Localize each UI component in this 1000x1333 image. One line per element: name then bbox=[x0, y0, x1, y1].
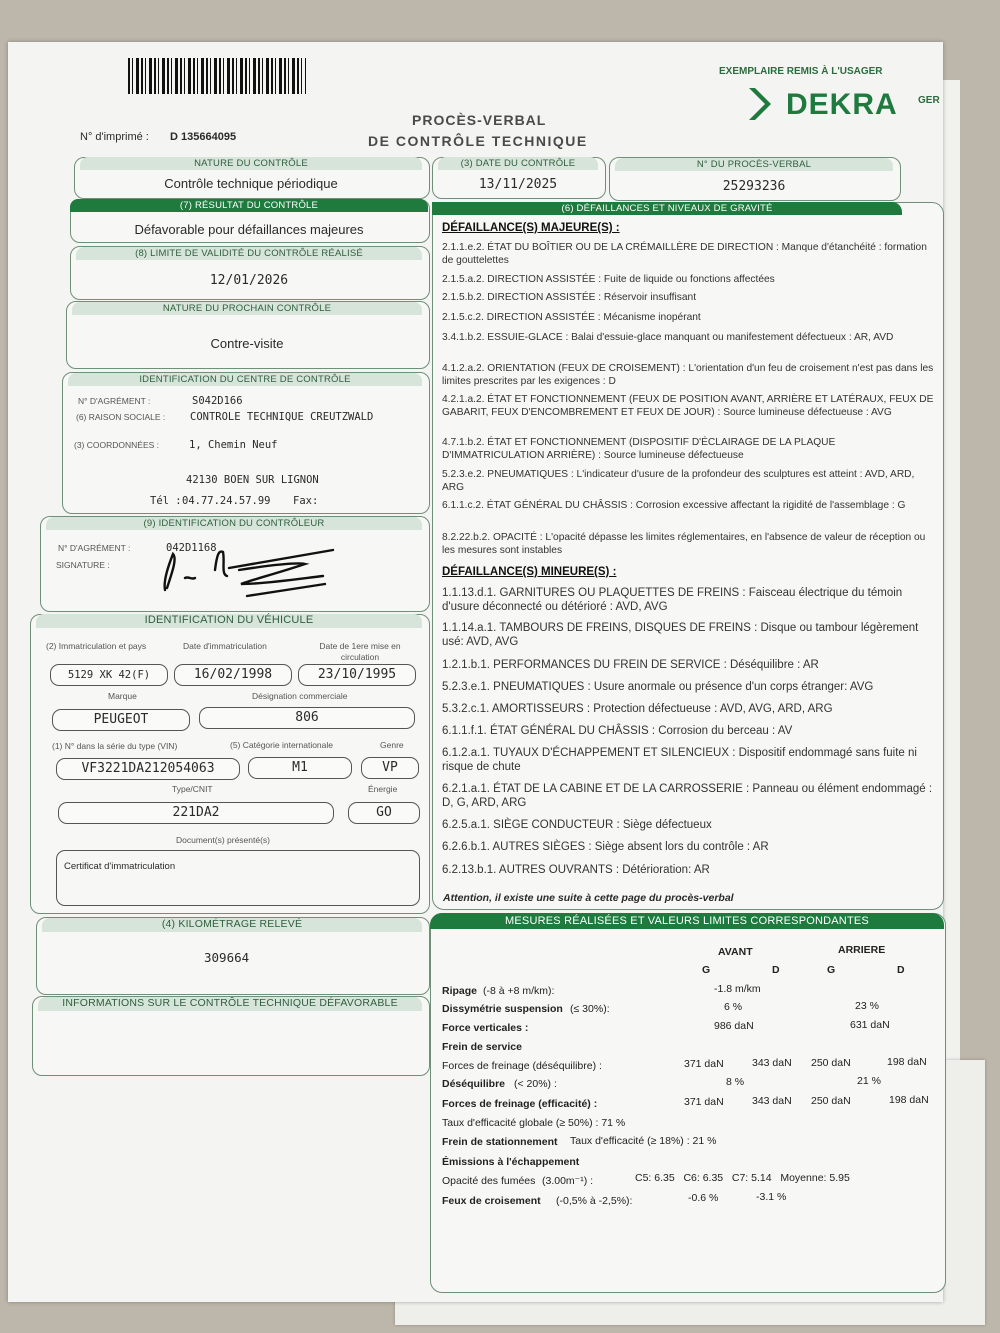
ripage-value: -1.8 m/km bbox=[714, 983, 761, 995]
force-label: Force verticales : bbox=[442, 1022, 529, 1034]
centre-fax-label: Fax: bbox=[293, 495, 319, 507]
deseq-limit: (< 20%) : bbox=[514, 1078, 557, 1090]
major-defect: 6.1.1.c.2. ÉTAT GÉNÉRAL DU CHÂSSIS : Corrosion excessive affectant la rigidité de l'assemblage : G bbox=[442, 500, 906, 511]
barcode-icon bbox=[128, 58, 306, 94]
major-defect: 2.1.1.e.2. ÉTAT DU BOÎTIER OU DE LA CRÉMAILLÈRE DE DIRECTION : Manque d'étanchéité : formation de gouttelettes bbox=[442, 242, 927, 266]
docs-value: Certificat d'immatriculation bbox=[64, 861, 176, 872]
arriere-label: ARRIERE bbox=[838, 944, 886, 956]
print-no-label: N° d'imprimé : bbox=[80, 131, 149, 143]
validity-header: (8) LIMITE DE VALIDITÉ DU CONTRÔLE RÉALISÉ bbox=[76, 247, 422, 260]
major-defect: 4.7.1.b.2. ÉTAT ET FONCTIONNEMENT (DISPOSITIF D'ÉCLAIRAGE DE LA PLAQUE D'IMMATRICULATION ARRIÈRE) : Source lumineuse défectueuse bbox=[442, 437, 836, 461]
freinage-av-d: 343 daN bbox=[752, 1057, 792, 1069]
centre-tel: 04.77.24.57.99 bbox=[182, 495, 271, 507]
minor-title: DÉFAILLANCE(S) MINEURE(S) : bbox=[442, 566, 617, 578]
minor-defect: 6.2.13.b.1. AUTRES OUVRANTS : Détérioration: AR bbox=[442, 864, 710, 876]
feux-limit: (-0,5% à -2,5%): bbox=[556, 1195, 633, 1207]
vin-value: VF3221DA212054063 bbox=[56, 758, 240, 780]
minor-defect: 6.2.5.a.1. SIÈGE CONDUCTEUR : Siège défectueux bbox=[442, 819, 712, 831]
major-defect: 2.1.5.c.2. DIRECTION ASSISTÉE : Mécanisme inopérant bbox=[442, 312, 701, 323]
cat-value: M1 bbox=[248, 757, 352, 779]
marque-label: Marque bbox=[108, 691, 137, 701]
centre-agrement: S042D166 bbox=[192, 395, 243, 407]
minor-defect: 1.1.13.d.1. GARNITURES OU PLAQUETTES DE FREINS : Faisceau électrique du témoin d'usure déconnecté ou détérioré : AVD, AVG bbox=[442, 587, 903, 613]
col-g-ar: G bbox=[827, 964, 836, 976]
major-defect: 8.2.22.b.2. OPACITÉ : L'opacité dépasse les limites réglementaires, en l'absence de valeur de réception ou les mesures sont instables bbox=[442, 532, 926, 556]
immat-value: 5129 XK 42(F) bbox=[50, 664, 168, 686]
dissym-label: Dissymétrie suspension bbox=[442, 1003, 563, 1015]
first-use-value: 23/10/1995 bbox=[298, 664, 416, 686]
col-g-av: G bbox=[702, 964, 711, 976]
feux-g: -0.6 % bbox=[688, 1192, 719, 1204]
feux-d: -3.1 % bbox=[756, 1191, 787, 1203]
minor-defect: 5.3.2.c.1. AMORTISSEURS : Protection défectueuse : AVD, AVG, ARD, ARG bbox=[442, 703, 833, 715]
major-defect: 2.1.5.b.2. DIRECTION ASSISTÉE : Réservoir insuffisant bbox=[442, 292, 697, 303]
major-defect: 4.1.2.a.2. ORIENTATION (FEUX DE CROISEMENT) : L'orientation d'un feu de croisement n'est pas dans les limites prescrites par les exigences : D bbox=[442, 363, 934, 387]
minor-defect: 1.1.14.a.1. TAMBOURS DE FREINS, DISQUES DE FREINS : Disque ou tambour légèrement usé: AVD, AVG bbox=[442, 622, 919, 648]
edge-text: GER bbox=[918, 95, 940, 106]
docs-frame bbox=[56, 850, 420, 906]
minor-defect: 6.2.6.b.1. AUTRES SIÈGES : Siège absent lors du contrôle : AR bbox=[442, 841, 769, 853]
date-immat-value: 16/02/1998 bbox=[174, 664, 292, 686]
efficacite-ar-d: 198 daN bbox=[889, 1094, 929, 1106]
brand-name: DEKRA bbox=[786, 88, 898, 121]
centre-raison-label: (6) RAISON SOCIALE : bbox=[76, 412, 166, 422]
km-value: 309664 bbox=[204, 950, 250, 965]
force-ar: 631 daN bbox=[850, 1019, 890, 1031]
type-value: 221DA2 bbox=[58, 802, 334, 824]
minor-defect: 5.2.3.e.1. PNEUMATIQUES : Usure anormale ou présence d'un corps étranger: AVG bbox=[442, 681, 874, 693]
dissym-av: 6 % bbox=[724, 1001, 743, 1013]
ripage-label: Ripage bbox=[442, 985, 478, 997]
energie-label: Énergie bbox=[368, 784, 398, 794]
validity-value: 12/01/2026 bbox=[209, 273, 289, 288]
minor-defect: 6.1.2.a.1. TUYAUX D'ÉCHAPPEMENT ET SILENCIEUX : Dispositif endommagé sans fuite ni risque de chute bbox=[442, 747, 917, 773]
col-d-ar: D bbox=[897, 964, 905, 976]
signature-label: SIGNATURE : bbox=[56, 560, 110, 570]
efficacite-ar-g: 250 daN bbox=[811, 1095, 851, 1107]
frein-service-label: Frein de service bbox=[442, 1041, 522, 1053]
centre-address-1: 1, Chemin Neuf bbox=[189, 439, 278, 451]
cat-label: (5) Catégorie internationale bbox=[230, 740, 334, 750]
date-immat-label: Date d'immatriculation bbox=[183, 641, 267, 651]
minor-defect: 6.1.1.f.1. ÉTAT GÉNÉRAL DU CHÂSSIS : Corrosion du berceau : AV bbox=[442, 725, 793, 737]
dissym-limit: (≤ 30%): bbox=[570, 1003, 610, 1015]
dekra-logo-icon bbox=[745, 86, 781, 122]
centre-header: IDENTIFICATION DU CENTRE DE CONTRÔLE bbox=[68, 373, 422, 386]
freinage-ar-d: 198 daN bbox=[887, 1056, 927, 1068]
freinage-ar-g: 250 daN bbox=[811, 1057, 851, 1069]
centre-address-2: 42130 BOEN SUR LIGNON bbox=[186, 474, 319, 486]
date-value: 13/11/2025 bbox=[478, 177, 558, 192]
genre-value: VP bbox=[361, 757, 419, 779]
opacite-unit: (3.00m⁻¹) : bbox=[542, 1175, 594, 1187]
measures-header: MESURES RÉALISÉES ET VALEURS LIMITES CORRESPONDANTES bbox=[430, 913, 944, 929]
controller-header: (9) IDENTIFICATION DU CONTRÔLEUR bbox=[46, 517, 422, 530]
centre-coord-label: (3) COORDONNÉES : bbox=[74, 440, 160, 450]
feux-label: Feux de croisement bbox=[442, 1195, 541, 1207]
pv-header: N° DU PROCÈS-VERBAL bbox=[615, 158, 893, 171]
col-d-av: D bbox=[772, 964, 780, 976]
vin-label: (1) N° dans la série du type (VIN) bbox=[52, 741, 178, 751]
info-header: INFORMATIONS SUR LE CONTRÔLE TECHNIQUE DÉFAVORABLE bbox=[38, 997, 422, 1011]
stationnement-value: Taux d'efficacité (≥ 18%) : 21 % bbox=[570, 1135, 717, 1147]
efficacite-label: Forces de freinage (efficacité) : bbox=[442, 1098, 598, 1110]
deseq-ar: 21 % bbox=[857, 1075, 881, 1087]
major-title: DÉFAILLANCE(S) MAJEURE(S) : bbox=[442, 222, 620, 234]
major-defect: 2.1.5.a.2. DIRECTION ASSISTÉE : Fuite de liquide ou fonctions affectées bbox=[442, 274, 775, 285]
first-use-label: Date de 1ere mise en circulation bbox=[319, 641, 401, 662]
genre-label: Genre bbox=[380, 740, 404, 750]
date-header: (3) DATE DU CONTRÔLE bbox=[438, 157, 598, 170]
pv-value: 25293236 bbox=[722, 179, 786, 194]
opacite-label: Opacité des fumées bbox=[442, 1175, 536, 1187]
minor-defect: 6.2.1.a.1. ÉTAT DE LA CABINE ET DE LA CARROSSERIE : Panneau ou élément endommagé : D, G, ARD, ARG bbox=[442, 783, 933, 809]
result-header: (7) RÉSULTAT DU CONTRÔLE bbox=[70, 199, 428, 212]
controller-agrement-label: N° D'AGRÉMENT : bbox=[58, 543, 131, 553]
force-av: 986 daN bbox=[714, 1020, 754, 1032]
deseq-av: 8 % bbox=[726, 1076, 745, 1088]
signature-icon bbox=[155, 540, 345, 602]
nature-header: NATURE DU CONTRÔLE bbox=[80, 157, 422, 170]
designation-label: Désignation commerciale bbox=[252, 691, 348, 701]
nature-value: Contrôle technique périodique bbox=[164, 176, 338, 191]
marque-value: PEUGEOT bbox=[52, 709, 190, 731]
continuation-note: Attention, il existe une suite à cette page du procès-verbal bbox=[443, 892, 734, 904]
emissions-label: Émissions à l'échappement bbox=[442, 1156, 580, 1168]
next-header: NATURE DU PROCHAIN CONTRÔLE bbox=[72, 302, 422, 315]
result-value: Défavorable pour défaillances majeures bbox=[134, 222, 364, 237]
deseq-label: Déséquilibre bbox=[442, 1078, 506, 1090]
immat-label: (2) Immatriculation et pays bbox=[46, 641, 147, 651]
designation-value: 806 bbox=[199, 707, 415, 729]
type-label: Type/CNIT bbox=[172, 784, 213, 794]
doc-title-2: DE CONTRÔLE TECHNIQUE bbox=[368, 133, 588, 149]
dissym-ar: 23 % bbox=[855, 1000, 879, 1012]
efficacite-av-d: 343 daN bbox=[752, 1095, 792, 1107]
avant-label: AVANT bbox=[718, 946, 753, 958]
taux-global: Taux d'efficacité globale (≥ 50%) : 71 % bbox=[442, 1117, 626, 1129]
vehicle-header: IDENTIFICATION DU VÉHICULE bbox=[36, 614, 422, 628]
docs-label: Document(s) présenté(s) bbox=[176, 835, 271, 845]
freinage-label: Forces de freinage (déséquilibre) : bbox=[442, 1060, 602, 1072]
centre-raison: CONTROLE TECHNIQUE CREUTZWALD bbox=[190, 411, 374, 423]
efficacite-av-g: 371 daN bbox=[684, 1096, 724, 1108]
next-value: Contre-visite bbox=[210, 336, 284, 351]
ripage-limit: (-8 à +8 m/km): bbox=[483, 985, 555, 997]
centre-tel-label: Tél : bbox=[150, 495, 182, 507]
defects-header: (6) DÉFAILLANCES ET NIVEAUX DE GRAVITÉ bbox=[432, 202, 902, 215]
copy-note: EXEMPLAIRE REMIS À L'USAGER bbox=[719, 66, 883, 77]
energie-value: GO bbox=[348, 802, 420, 824]
minor-defect: 1.2.1.b.1. PERFORMANCES DU FREIN DE SERVICE : Déséquilibre : AR bbox=[442, 659, 819, 671]
major-defect: 3.4.1.b.2. ESSUIE-GLACE : Balai d'essuie-glace manquant ou manifestement défectueux : AR, AVD bbox=[442, 332, 894, 343]
print-no: D 135664095 bbox=[170, 131, 237, 143]
controller-agrement: 042D1168 bbox=[166, 542, 217, 554]
centre-agrement-label: N° D'AGRÉMENT : bbox=[78, 396, 151, 406]
major-defect: 5.2.3.e.2. PNEUMATIQUES : L'indicateur d'usure de la profondeur des sculptures est atteint : AVD, ARD, ARG bbox=[442, 469, 915, 493]
opacite-values: C5: 6.35 C6: 6.35 C7: 5.14 Moyenne: 5.95 bbox=[635, 1172, 850, 1184]
freinage-av-g: 371 daN bbox=[684, 1058, 724, 1070]
major-defect: 4.2.1.a.2. ÉTAT ET FONCTIONNEMENT (FEUX DE POSITION AVANT, ARRIÈRE ET LATÉRAUX, FEUX DE GABARIT, FEUX D'ENCOMBREMENT ET FEUX DE JOUR) : Source lumineuse défectueuse : AVG bbox=[442, 394, 934, 418]
km-header: (4) KILOMÉTRAGE RELEVÉ bbox=[42, 918, 422, 932]
stationnement-label: Frein de stationnement bbox=[442, 1136, 558, 1148]
doc-title-1: PROCÈS-VERBAL bbox=[412, 112, 547, 128]
